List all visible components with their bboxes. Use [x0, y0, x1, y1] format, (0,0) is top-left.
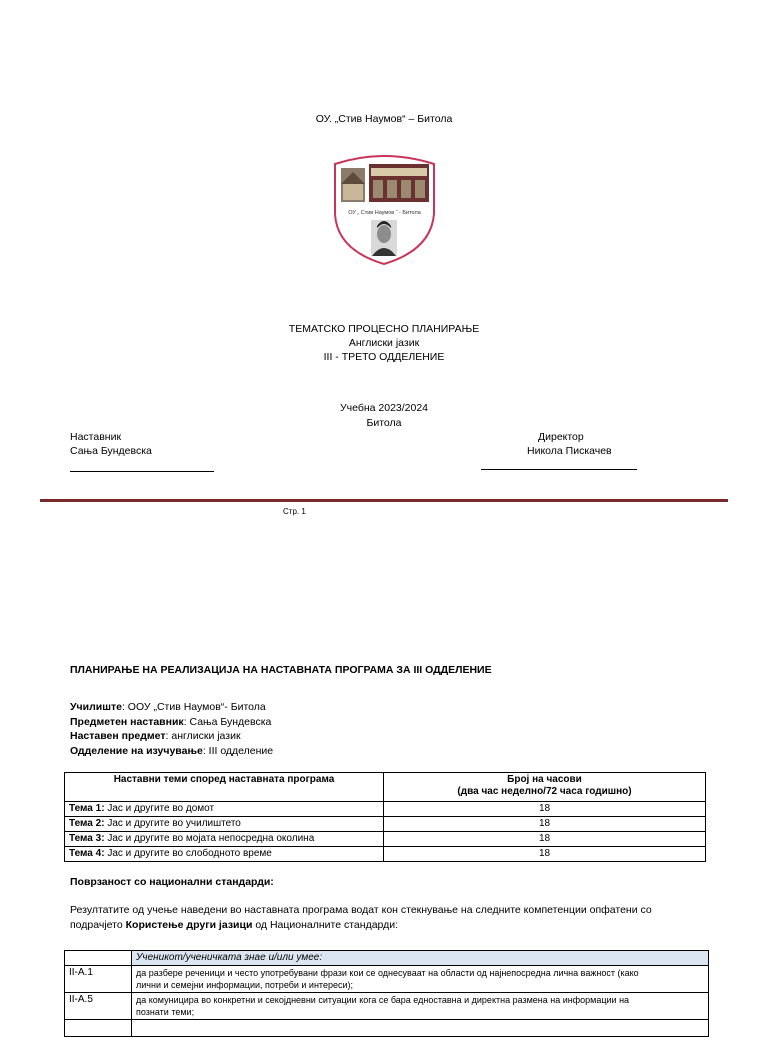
teacher-name: Сања Бундевска: [70, 445, 152, 457]
hours-col-header: Број на часови (два час неделно/72 часа годишно): [384, 773, 706, 802]
school-name: ОУ. „Стив Наумов“ – Битола: [315, 113, 453, 125]
topics-table-header: [65, 773, 706, 802]
competence-code: II-A.5: [65, 993, 132, 1020]
table-row: [65, 847, 706, 862]
school-logo: [331, 154, 438, 266]
director-name: Никола Пискачев: [527, 445, 612, 457]
competence-table-header: [65, 951, 709, 966]
topics-table: [64, 772, 706, 862]
page-number: Стр. 1: [283, 507, 306, 516]
hours-cell: 18: [384, 832, 706, 847]
competence-description: да разбере реченици и често употребувани фрази кои се однесуваат на области од најнепосредна лична важност (како лични и семејни информации, потреби и интереси);: [132, 966, 709, 993]
grade-title: III - ТРЕТО ОДДЕЛЕНИЕ: [323, 351, 445, 363]
topic-cell: Тема 3: Јас и другите во мојата непосредна околина: [65, 832, 384, 847]
school-year: Учебна 2023/2024: [339, 402, 429, 414]
info-block: [70, 700, 273, 758]
standards-text-line1: Резултатите од учење наведени во наставната програма водат кон стекнување на следните компетенции опфатени со: [70, 904, 652, 916]
info-school: Училиште: ООУ „Стив Наумов“- Битола: [70, 701, 266, 713]
topic-cell: Тема 4: Јас и другите во слободното време: [65, 847, 384, 862]
city: Битола: [366, 417, 402, 429]
director-signature-line: [481, 469, 637, 470]
info-teacher: Предметен наставник: Сања Бундевска: [70, 715, 272, 728]
table-row: [65, 832, 706, 847]
standards-text-line2: подрачјето Користење други јазици од Националните стандарди:: [70, 919, 399, 931]
topic-cell: Тема 2: Јас и другите во училиштето: [65, 817, 384, 832]
info-grade: Одделение на изучување: III одделение: [70, 744, 274, 757]
table-row: [65, 802, 706, 817]
standards-heading: Поврзаност со национални стандарди:: [70, 876, 274, 888]
director-label: Директор: [538, 431, 584, 443]
hours-cell: 18: [384, 847, 706, 862]
competence-description: да комуницира во конкретни и секојдневни ситуации кога се бара едноставна и директна размена на информации на познати теми;: [132, 993, 709, 1020]
teacher-signature-line: [70, 471, 214, 472]
topics-col-header: Наставни теми според наставната програма: [65, 773, 384, 802]
topic-cell: Тема 1: Јас и другите во домот: [65, 802, 384, 817]
table-row: [65, 1020, 709, 1037]
page-divider: [40, 499, 728, 502]
plan-heading: ПЛАНИРАЊЕ НА РЕАЛИЗАЦИЈА НА НАСТАВНАТА ПРОГРАМА ЗА III ОДДЕЛЕНИЕ: [70, 664, 492, 676]
teacher-label: Наставник: [70, 431, 122, 443]
competence-header: Ученикот/ученичката знае и/или умее:: [132, 951, 709, 966]
document-title: ТЕМАТСКО ПРОЦЕСНО ПЛАНИРАЊЕ: [288, 323, 480, 335]
hours-cell: 18: [384, 802, 706, 817]
table-row: [65, 817, 706, 832]
logo-caption: ОУ „ Стив Наумов “ - Битола: [348, 210, 421, 216]
subject-title: Англиски јазик: [348, 337, 420, 349]
table-row: [65, 993, 709, 1020]
hours-cell: 18: [384, 817, 706, 832]
competence-code: II-A.1: [65, 966, 132, 993]
info-subject: Наставен предмет: англиски јазик: [70, 730, 241, 742]
table-row: [65, 966, 709, 993]
